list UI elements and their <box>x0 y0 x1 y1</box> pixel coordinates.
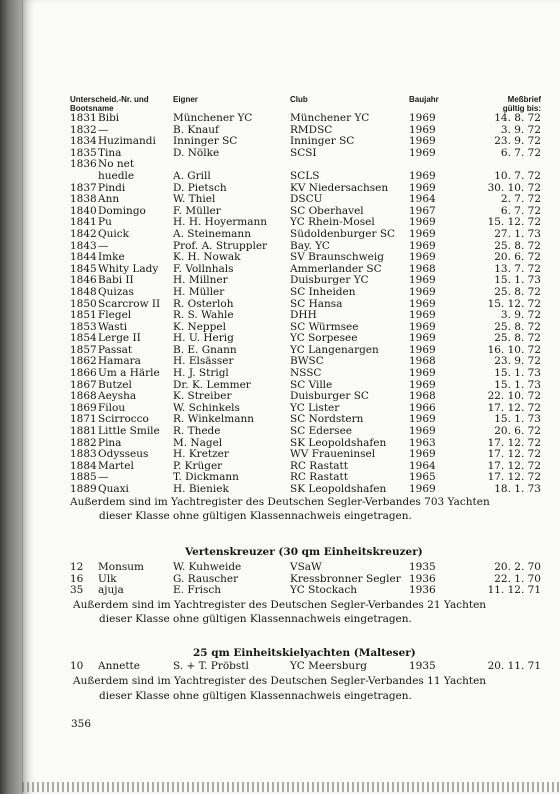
boat-name: ajuja <box>98 584 124 597</box>
boat-name: Lerge II <box>98 332 141 345</box>
boat-name: Butzel <box>98 378 132 391</box>
messbrief-date: 20. 2. 70 <box>494 561 541 573</box>
club: Inninger SC <box>290 135 355 148</box>
row-number: 1867 <box>70 378 97 391</box>
club: WV Fraueninsel <box>290 448 376 461</box>
club: SCSI <box>290 146 317 159</box>
club: KV Niedersachsen <box>290 181 389 194</box>
club: SC Nordstern <box>290 413 364 426</box>
build-year: 1965 <box>409 471 436 484</box>
row-number: 1884 <box>70 459 97 472</box>
owner: W. Kuhweide <box>173 561 242 573</box>
messbrief-date: 22. 1. 70 <box>494 572 541 585</box>
boat-name: Hamara <box>98 355 141 368</box>
page-number: 356 <box>71 718 92 730</box>
build-year: 1969 <box>409 274 436 287</box>
build-year: 1966 <box>409 401 436 414</box>
club: SK Leopoldshafen <box>290 483 387 495</box>
header-year: Baujahr <box>409 95 439 104</box>
boat-name: Pina <box>98 436 122 449</box>
build-year: 1969 <box>409 309 436 322</box>
boat-name: huedle <box>98 169 135 182</box>
messbrief-date: 17. 12. 72 <box>487 401 541 414</box>
row-number: 1838 <box>70 193 97 206</box>
row-number: 1850 <box>70 297 97 310</box>
boat-name: No net <box>98 158 135 171</box>
club: RMDSC <box>290 123 333 136</box>
messbrief-date: 11. 12. 71 <box>487 584 541 597</box>
table-row <box>23 661 560 673</box>
table-row <box>23 113 560 125</box>
messbrief-date: 20. 6. 72 <box>494 425 541 438</box>
club: DSCU <box>290 193 323 206</box>
owner: K. Streiber <box>173 390 232 403</box>
messbrief-date: 20. 6. 72 <box>494 251 541 264</box>
messbrief-date: 15. 12. 72 <box>487 216 541 229</box>
messbrief-date: 6. 7. 72 <box>500 146 541 159</box>
club: Duisburger YC <box>290 274 369 287</box>
owner: R. Osterloh <box>173 297 234 310</box>
section-title-malteser: 25 qm Einheitskielyachten (Malteser) <box>193 647 416 659</box>
messbrief-date: 15. 1. 73 <box>494 274 541 287</box>
messbrief-date: 15. 1. 73 <box>494 413 541 426</box>
club: RC Rastatt <box>290 459 348 472</box>
row-number: 1834 <box>70 135 97 148</box>
build-year: 1969 <box>409 135 436 148</box>
row-number: 1881 <box>70 425 97 438</box>
messbrief-date: 15. 1. 73 <box>494 378 541 391</box>
row-number: 1848 <box>70 285 97 298</box>
club: DHH <box>290 309 317 322</box>
row-number: 1868 <box>70 390 97 403</box>
build-year: 1969 <box>409 181 436 194</box>
header-club: Club <box>290 95 308 104</box>
row-number: 1854 <box>70 332 97 345</box>
build-year: 1969 <box>409 239 436 252</box>
messbrief-date: 20. 11. 71 <box>487 660 541 672</box>
table-row <box>23 287 560 299</box>
owner: H. Müller <box>173 285 225 298</box>
messbrief-date: 2. 7. 72 <box>500 193 541 206</box>
row-number: 1862 <box>70 355 97 368</box>
boat-name: Scirrocco <box>98 413 149 426</box>
owner: Münchener YC <box>173 112 253 124</box>
header-messbrief: Meßbrief gültig bis: <box>502 95 541 113</box>
boat-name: Passat <box>98 343 133 356</box>
build-year: 1964 <box>409 193 436 206</box>
vertenskreuzer-note-line1: Außerdem sind im Yachtregister des Deutschen Segler-Verbandes 21 Yachten <box>73 599 487 611</box>
table-row <box>23 229 560 241</box>
owner: H. U. Herig <box>173 332 234 345</box>
messbrief-date: 3. 9. 72 <box>500 309 541 322</box>
boat-name: Ann <box>98 193 120 206</box>
table-row <box>23 194 560 206</box>
row-number: 1844 <box>70 251 97 264</box>
club: YC Sorpesee <box>290 332 358 345</box>
boat-name: Martel <box>98 459 134 472</box>
build-year: 1969 <box>409 216 436 229</box>
messbrief-date: 25. 8. 72 <box>494 332 541 345</box>
club: YC Lister <box>290 401 340 414</box>
owner: Dr. K. Lemmer <box>173 378 251 391</box>
owner: H. J. Strigl <box>173 367 229 380</box>
messbrief-date: 17. 12. 72 <box>487 448 541 461</box>
club: SC Inheiden <box>290 285 356 298</box>
build-year: 1969 <box>409 227 436 240</box>
messbrief-date: 15. 12. 72 <box>487 297 541 310</box>
owner: W. Thiel <box>173 193 216 206</box>
boat-name: Wasti <box>98 320 128 333</box>
yacht-table <box>23 113 560 496</box>
club: Südoldenburger SC <box>290 227 396 240</box>
club: SC Oberhavel <box>290 204 364 217</box>
table-row <box>23 484 560 496</box>
owner: A. Grill <box>173 169 211 182</box>
boat-name: Pindi <box>98 181 126 194</box>
row-number: 1851 <box>70 309 97 322</box>
row-number: 1831 <box>70 112 97 124</box>
page-edge <box>22 782 560 792</box>
messbrief-date: 30. 10. 72 <box>487 181 541 194</box>
row-number: 1837 <box>70 181 97 194</box>
owner: Prof. A. Struppler <box>173 239 268 252</box>
owner: H. Millner <box>173 274 228 287</box>
owner: K. Neppel <box>173 320 226 333</box>
owner: P. Krüger <box>173 459 223 472</box>
messbrief-date: 16. 10. 72 <box>487 343 541 356</box>
header-nr-name: Unterscheid.-Nr. und Bootsname <box>70 95 149 113</box>
messbrief-date: 25. 8. 72 <box>494 285 541 298</box>
build-year: 1969 <box>409 320 436 333</box>
build-year: 1964 <box>409 459 436 472</box>
club: SC Ville <box>290 378 333 391</box>
owner: H. Bieniek <box>173 483 229 495</box>
messbrief-date: 6. 7. 72 <box>500 204 541 217</box>
build-year: 1969 <box>409 297 436 310</box>
register-note-line1: Außerdem sind im Yachtregister des Deutschen Segler-Verbandes 703 Yachten <box>70 496 490 508</box>
boat-name: Babi II <box>98 274 134 287</box>
owner: E. Frisch <box>173 584 222 597</box>
row-number: 1841 <box>70 216 97 229</box>
club: BWSC <box>290 355 324 368</box>
build-year: 1969 <box>409 112 436 124</box>
build-year: 1936 <box>409 584 436 597</box>
build-year: 1969 <box>409 378 436 391</box>
build-year: 1969 <box>409 332 436 345</box>
owner: W. Schinkels <box>173 401 240 414</box>
owner: H. H. Hoyermann <box>173 216 268 229</box>
messbrief-date: 18. 1. 73 <box>494 483 541 495</box>
boat-name: Imke <box>98 251 125 264</box>
messbrief-date: 17. 12. 72 <box>487 459 541 472</box>
club: Kressbronner Segler <box>290 572 401 585</box>
club: SC Hansa <box>290 297 343 310</box>
row-number: 1842 <box>70 227 97 240</box>
build-year: 1969 <box>409 146 436 159</box>
build-year: 1935 <box>409 660 436 672</box>
build-year: 1969 <box>409 123 436 136</box>
register-note-line2: dieser Klasse ohne gültigen Klassennachweis eingetragen. <box>99 510 412 522</box>
owner: S. + T. Pröbstl <box>173 660 249 672</box>
owner: M. Nagel <box>173 436 223 449</box>
malteser-table <box>23 661 560 673</box>
table-row <box>23 368 560 380</box>
owner: D. Nölke <box>173 146 220 159</box>
row-number: 16 <box>70 572 84 585</box>
owner: F. Müller <box>173 204 221 217</box>
boat-name: Filou <box>98 401 126 414</box>
build-year: 1969 <box>409 251 436 264</box>
row-number: 1843 <box>70 239 97 252</box>
build-year: 1969 <box>409 413 436 426</box>
club: SC Edersee <box>290 425 353 438</box>
section-title-vertenskreuzer: Vertenskreuzer (30 qm Einheitskreuzer) <box>185 546 423 558</box>
boat-name: Aeysha <box>98 390 137 403</box>
owner: T. Dickmann <box>173 471 239 484</box>
table-row <box>23 310 560 322</box>
build-year: 1967 <box>409 204 436 217</box>
boat-name: Odysseus <box>98 448 149 461</box>
boat-name: Tina <box>98 146 122 159</box>
messbrief-date: 25. 8. 72 <box>494 239 541 252</box>
table-row <box>23 562 560 574</box>
row-number: 1871 <box>70 413 97 426</box>
row-number: 1882 <box>70 436 97 449</box>
boat-name: Huzimandi <box>98 135 156 148</box>
club: YC Meersburg <box>290 660 367 672</box>
boat-name: Ulk <box>98 572 117 585</box>
boat-name: Domingo <box>98 204 146 217</box>
boat-name: Pu <box>98 216 112 229</box>
owner: K. H. Nowak <box>173 251 241 264</box>
malteser-note-line2: dieser Klasse ohne gültigen Klassennachweis eingetragen. <box>99 690 412 702</box>
boat-name: Um a Härle <box>98 367 160 380</box>
messbrief-date: 27. 1. 73 <box>494 227 541 240</box>
build-year: 1969 <box>409 343 436 356</box>
owner: H. Kretzer <box>173 448 229 461</box>
row-number: 1885 <box>70 471 97 484</box>
row-number: 1846 <box>70 274 97 287</box>
build-year: 1935 <box>409 561 436 573</box>
boat-name: Quick <box>98 227 129 240</box>
row-number: 1889 <box>70 483 97 495</box>
boat-name: — <box>98 239 109 252</box>
book-gutter <box>0 0 22 794</box>
build-year: 1969 <box>409 285 436 298</box>
table-row <box>23 171 560 183</box>
owner: B. Knauf <box>173 123 219 136</box>
row-number: 1869 <box>70 401 97 414</box>
club: SCLS <box>290 169 320 182</box>
row-number: 1832 <box>70 123 97 136</box>
row-number: 12 <box>70 561 84 573</box>
row-number: 35 <box>70 584 84 597</box>
build-year: 1969 <box>409 483 436 495</box>
vertenskreuzer-note-line2: dieser Klasse ohne gültigen Klassennachweis eingetragen. <box>99 613 412 625</box>
club: YC Rhein-Mosel <box>290 216 375 229</box>
messbrief-date: 17. 12. 72 <box>487 436 541 449</box>
row-number: 1840 <box>70 204 97 217</box>
owner: B. E. Gnann <box>173 343 237 356</box>
row-number: 10 <box>70 660 84 672</box>
build-year: 1968 <box>409 355 436 368</box>
club: Münchener YC <box>290 112 370 124</box>
club: SV Braunschweig <box>290 251 384 264</box>
boat-name: Monsum <box>98 561 144 573</box>
row-number: 1836 <box>70 158 97 171</box>
row-number: 1883 <box>70 448 97 461</box>
club: SK Leopoldshafen <box>290 436 387 449</box>
build-year: 1969 <box>409 169 436 182</box>
messbrief-date: 23. 9. 72 <box>494 135 541 148</box>
messbrief-date: 3. 9. 72 <box>500 123 541 136</box>
header-owner: Eigner <box>173 95 198 104</box>
boat-name: Quizas <box>98 285 134 298</box>
club: YC Stockach <box>290 584 357 597</box>
table-row <box>23 252 560 264</box>
club: YC Langenargen <box>290 343 379 356</box>
messbrief-date: 25. 8. 72 <box>494 320 541 333</box>
club: Ammerlander SC <box>290 262 382 275</box>
build-year: 1969 <box>409 367 436 380</box>
table-row <box>23 585 560 597</box>
document-page <box>22 0 560 794</box>
owner: F. Vollnhals <box>173 262 234 275</box>
boat-name: Whity Lady <box>98 262 159 275</box>
messbrief-date: 17. 12. 72 <box>487 471 541 484</box>
messbrief-date: 15. 1. 73 <box>494 367 541 380</box>
boat-name: Bibi <box>98 112 120 124</box>
boat-name: Scarcrow II <box>98 297 161 310</box>
boat-name: — <box>98 471 109 484</box>
vertenskreuzer-table <box>23 562 560 597</box>
owner: R. Winkelmann <box>173 413 254 426</box>
messbrief-date: 23. 9. 72 <box>494 355 541 368</box>
owner: A. Steinemann <box>173 227 251 240</box>
owner: Inninger SC <box>173 135 238 148</box>
build-year: 1936 <box>409 572 436 585</box>
club: SC Würmsee <box>290 320 359 333</box>
row-number: 1835 <box>70 146 97 159</box>
club: RC Rastatt <box>290 471 348 484</box>
club: Bay. YC <box>290 239 330 252</box>
boat-name: Flegel <box>98 309 132 322</box>
club: VSaW <box>290 561 322 573</box>
boat-name: — <box>98 123 109 136</box>
boat-name: Quaxi <box>98 483 129 495</box>
row-number: 1853 <box>70 320 97 333</box>
build-year: 1968 <box>409 390 436 403</box>
table-row <box>23 426 560 438</box>
malteser-note-line1: Außerdem sind im Yachtregister des Deutschen Segler-Verbandes 11 Yachten <box>73 675 487 687</box>
boat-name: Little Smile <box>98 425 160 438</box>
row-number: 1866 <box>70 367 97 380</box>
build-year: 1968 <box>409 262 436 275</box>
row-number: 1857 <box>70 343 97 356</box>
build-year: 1969 <box>409 425 436 438</box>
club: NSSC <box>290 367 322 380</box>
owner: R. Thede <box>173 425 221 438</box>
messbrief-date: 10. 7. 72 <box>494 169 541 182</box>
messbrief-date: 14. 8. 72 <box>494 112 541 124</box>
build-year: 1969 <box>409 448 436 461</box>
boat-name: Annette <box>98 660 140 672</box>
build-year: 1963 <box>409 436 436 449</box>
owner: R. S. Wahle <box>173 309 234 322</box>
owner: D. Pietsch <box>173 181 227 194</box>
messbrief-date: 13. 7. 72 <box>494 262 541 275</box>
messbrief-date: 22. 10. 72 <box>487 390 541 403</box>
row-number: 1845 <box>70 262 97 275</box>
club: Duisburger SC <box>290 390 369 403</box>
owner: H. Elsässer <box>173 355 234 368</box>
owner: G. Rauscher <box>173 572 239 585</box>
